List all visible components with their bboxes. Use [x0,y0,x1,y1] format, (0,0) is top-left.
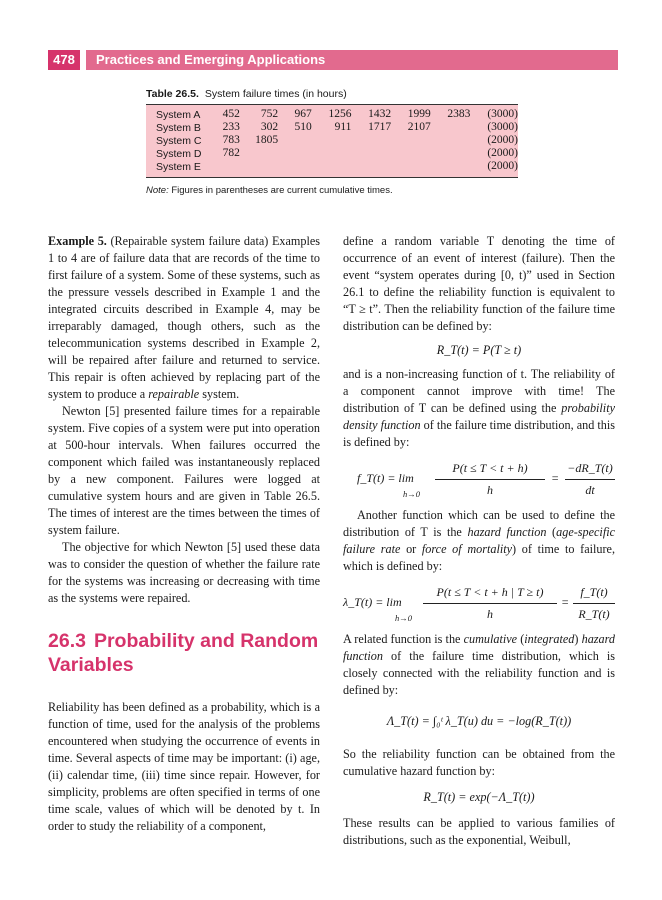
table-row [146,160,518,173]
table-row [146,108,518,121]
density-text-end: of the failure time distribution, and this is defined by: [343,418,615,449]
failure-time-cell: 1999 [407,108,431,120]
random-variable-paragraph: define a random variable T denoting the time of occurrence of an event of interest (failure). Then the event “system operates during [0, t)” used in Section 26.1 to define the reliability function is equivalent to “T ≥ t”. Then the reliability function of the failure time distribution can be defined by: [343,234,615,333]
system-label: System D [156,147,202,160]
table-note-text: Figures in parentheses are current cumulative times. [171,185,393,196]
cumulative-time-cell: (2000) [487,147,518,159]
failure-time-cell [351,147,391,160]
cum-text-3: ) [574,632,582,646]
hazard-emphasis-3: force of mortality [421,542,513,556]
failure-time-cell [312,147,352,160]
system-label: System C [156,134,202,147]
cum-emphasis-3: hazard function [343,632,616,663]
table-row [146,147,518,160]
equation-cumulative-hazard: Λ_T(t) = ∫₀ᵗ λ_T(u) du = −log(R_T(t)) [386,714,572,728]
table-caption-text: System failure times (in hours) [204,88,347,100]
table-caption-label: Table 26.5. [146,88,199,100]
hazard-emphasis-2: age-specific failure rate [343,525,616,556]
equation-hazard [343,581,615,625]
failure-time-cell: 1256 [328,108,352,120]
failure-time-cell [240,160,278,173]
table-note [146,185,393,196]
hazard-text-4: ) of time to failure, which is defined by: [343,542,615,573]
table-note-label: Note: [146,185,169,196]
failure-time-cell [205,160,240,173]
eq-density-fraction [435,460,545,499]
example-emphasis: repairable [148,387,200,401]
density-emphasis: probability density function [343,401,615,432]
failure-time-cell [391,160,431,173]
failure-time-cell: 967 [294,108,312,120]
example-text: (Repairable system failure data) Examples 1 to 4 are of failure data that are records of the time to first failure of a system. Some of these systems, such as the pressure vessels described in Example 1 and the integrated circuits described in Example 4, may be irreparably damaged, though others, such as the telecommunication systems described in Example 2, will be repaired after failure and returned to service. This repair is often achieved by replacing part of the system to produce a [48,234,321,401]
failure-time-cell: 510 [294,121,312,133]
cumulative-time-cell: (2000) [487,160,518,172]
failure-time-cell [278,160,312,173]
failure-time-cell [431,147,471,160]
hazard-emphasis-1: hazard function [467,525,547,539]
failure-time-cell: 452 [222,108,240,120]
cum-text-4: of the failure time distribution, which is closely connected with the reliability function and is defined by: [343,649,615,697]
equation-density [343,457,615,501]
failure-time-cell: 302 [260,121,279,133]
failure-time-cell [278,147,312,160]
eq-hazard-equals: = [561,595,570,609]
table-caption [146,88,347,100]
system-label: System E [156,160,201,173]
eq-hazard-lhs: λ_T(t) = lim [343,595,402,609]
cum-emphasis-2: integrated [524,632,575,646]
failure-time-cell: 1717 [368,121,392,133]
table-row [146,121,518,134]
failure-time-cell: 1805 [255,134,279,146]
running-title: Practices and Emerging Applications [86,50,618,70]
newton-paragraph: Newton [5] presented failure times for a repairable system. Five copies of a system were put into operation at 500-hour intervals. When failures occurred the component which failed was instantaneously replaced by a new component. Failures were logged at cumulative system hours and are given in Table 26.5. The times of interest are the times between the times of system failure. [48,404,320,537]
failure-time-cell [240,147,278,160]
eq-density-numerator: P(t ≤ T < t + h) [435,460,545,480]
cumulative-time-cell: (3000) [487,121,518,133]
failure-time-cell [351,160,391,173]
eq-density-equals: = [551,471,560,485]
section-heading [48,629,320,677]
families-paragraph: These results can be applied to various families of distributions, such as the exponential, Weibull, [343,816,615,847]
cumulative-time-cell: (3000) [487,108,518,120]
cumulative-time-cell: (2000) [487,134,518,146]
reliability-paragraph: Reliability has been defined as a probability, which is a function of time, used for the analysis of the problems encountered when studying the occurrence of events in time. Several aspects of time may be important: (i) age, (ii) calendar time, (iii) time since repair. However, for simplicity, problems are often specified in terms of one time scale, values of which will be denoted by t. In order to study the reliability of a component, [48,700,320,833]
eq-hazard-fraction-2 [573,584,615,623]
section-number: 26.3 [48,630,86,652]
hazard-paragraph [343,507,615,575]
section-title: Probability and Random Variables [48,630,319,676]
example-label: Example 5. [48,234,107,248]
failure-time-cell [278,134,312,147]
failure-time-cell [431,160,471,173]
failure-time-cell [431,121,471,134]
failure-time-cell: 233 [222,121,240,133]
cum-emphasis-1: cumulative [463,632,518,646]
eq-density-lhs: f_T(t) = lim [357,471,414,485]
failure-time-cell [312,160,352,173]
cumulative-hazard-paragraph [343,631,615,699]
failure-time-cell: 752 [260,108,279,120]
system-label: System B [156,121,201,134]
cum-text: A related function is the [343,632,464,646]
example-text-end: system. [199,387,240,401]
failure-time-cell [431,134,471,147]
failure-time-cell: 2107 [407,121,431,133]
page-number: 478 [48,50,80,70]
eq-density-fraction-2 [565,460,615,499]
failure-time-cell: 911 [334,121,352,133]
right-column [343,233,615,849]
eq-hazard-fraction [423,584,557,623]
left-column [48,233,320,835]
page-header [48,50,618,70]
failure-time-cell [351,134,391,147]
density-text: and is a non-increasing function of t. The reliability of a component cannot improve with time! The distribution of T can be defined using the [343,367,615,415]
density-paragraph [343,366,615,451]
failure-times-table [146,104,518,178]
example-5-paragraph [48,233,320,403]
failure-time-cell [312,134,352,147]
system-label: System A [156,108,201,121]
failure-time-cell [391,147,431,160]
failure-table-body [146,108,518,173]
eq-hazard-limit: h→0 [395,613,412,623]
failure-time-cell [391,134,431,147]
eq-density-denominator-2: dt [585,483,595,497]
failure-time-cell: 783 [222,134,240,146]
table-row [146,134,518,147]
equation-reliability-exp: R_T(t) = exp(−Λ_T(t)) [423,790,535,804]
equation-reliability: R_T(t) = P(T ≥ t) [436,343,522,357]
eq-hazard-numerator: P(t ≤ T < t + h | T ≥ t) [423,584,557,604]
failure-time-cell: 2383 [447,108,471,120]
failure-time-cell: 1432 [368,108,392,120]
reliability-from-hazard-paragraph: So the reliability function can be obtained from the cumulative hazard function by: [343,747,615,778]
eq-density-numerator-2: −dR_T(t) [565,460,615,480]
failure-time-cell: 782 [222,147,240,159]
eq-density-limit: h→0 [403,489,420,499]
hazard-text-3: or [400,542,422,556]
eq-density-denominator: h [487,483,493,497]
eq-hazard-denominator-2: R_T(t) [578,607,610,621]
hazard-text: Another function which can be used to define the distribution of T is the [343,508,615,539]
eq-hazard-denominator: h [487,607,493,621]
cum-text-2: ( [517,632,525,646]
eq-hazard-numerator-2: f_T(t) [573,584,615,604]
hazard-text-2: ( [546,525,557,539]
objective-paragraph: The objective for which Newton [5] used these data was to consider the question of whether the failure rate for the systems was increasing or decreasing with time as the systems were repaired. [48,540,320,605]
